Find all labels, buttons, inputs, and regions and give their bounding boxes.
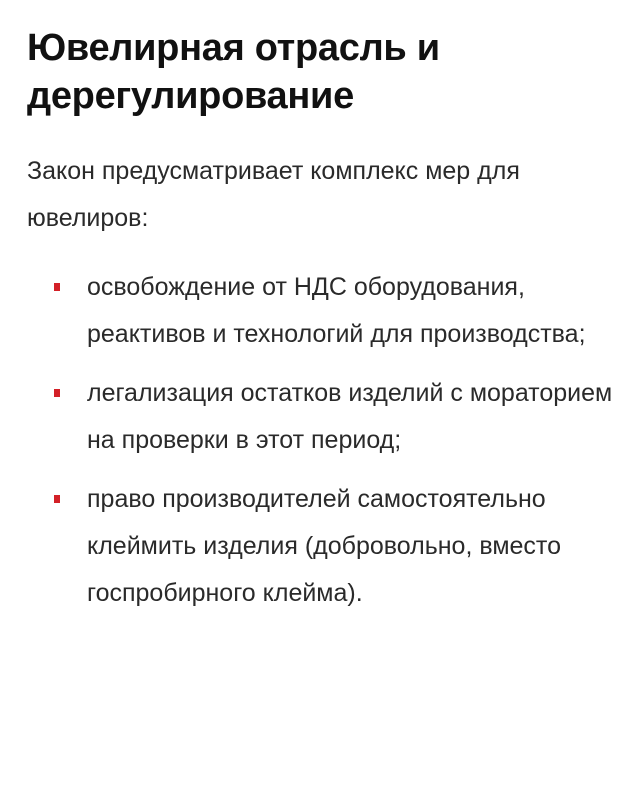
article — [27, 24, 617, 629]
list-item — [27, 370, 617, 464]
list-item-text: освобождение от НДС оборудования, реактивов и технологий для производства; — [87, 273, 586, 348]
list-item — [27, 264, 617, 358]
list-item — [27, 476, 617, 617]
list-item-text: легализация остатков изделий с мораторием на проверки в этот период; — [87, 379, 613, 454]
bullet-square-icon — [54, 283, 60, 291]
bullet-square-icon — [54, 389, 60, 397]
bullet-square-icon — [54, 495, 60, 503]
measures-list — [27, 264, 617, 617]
article-title: Ювелирная отрасль и дерегулирование — [27, 27, 440, 117]
list-item-text: право производителей самостоятельно клеймить изделия (добровольно, вместо госпробирного клейма). — [87, 485, 561, 607]
article-intro: Закон предусматривает комплекс мер для ювелиров: — [27, 157, 520, 232]
